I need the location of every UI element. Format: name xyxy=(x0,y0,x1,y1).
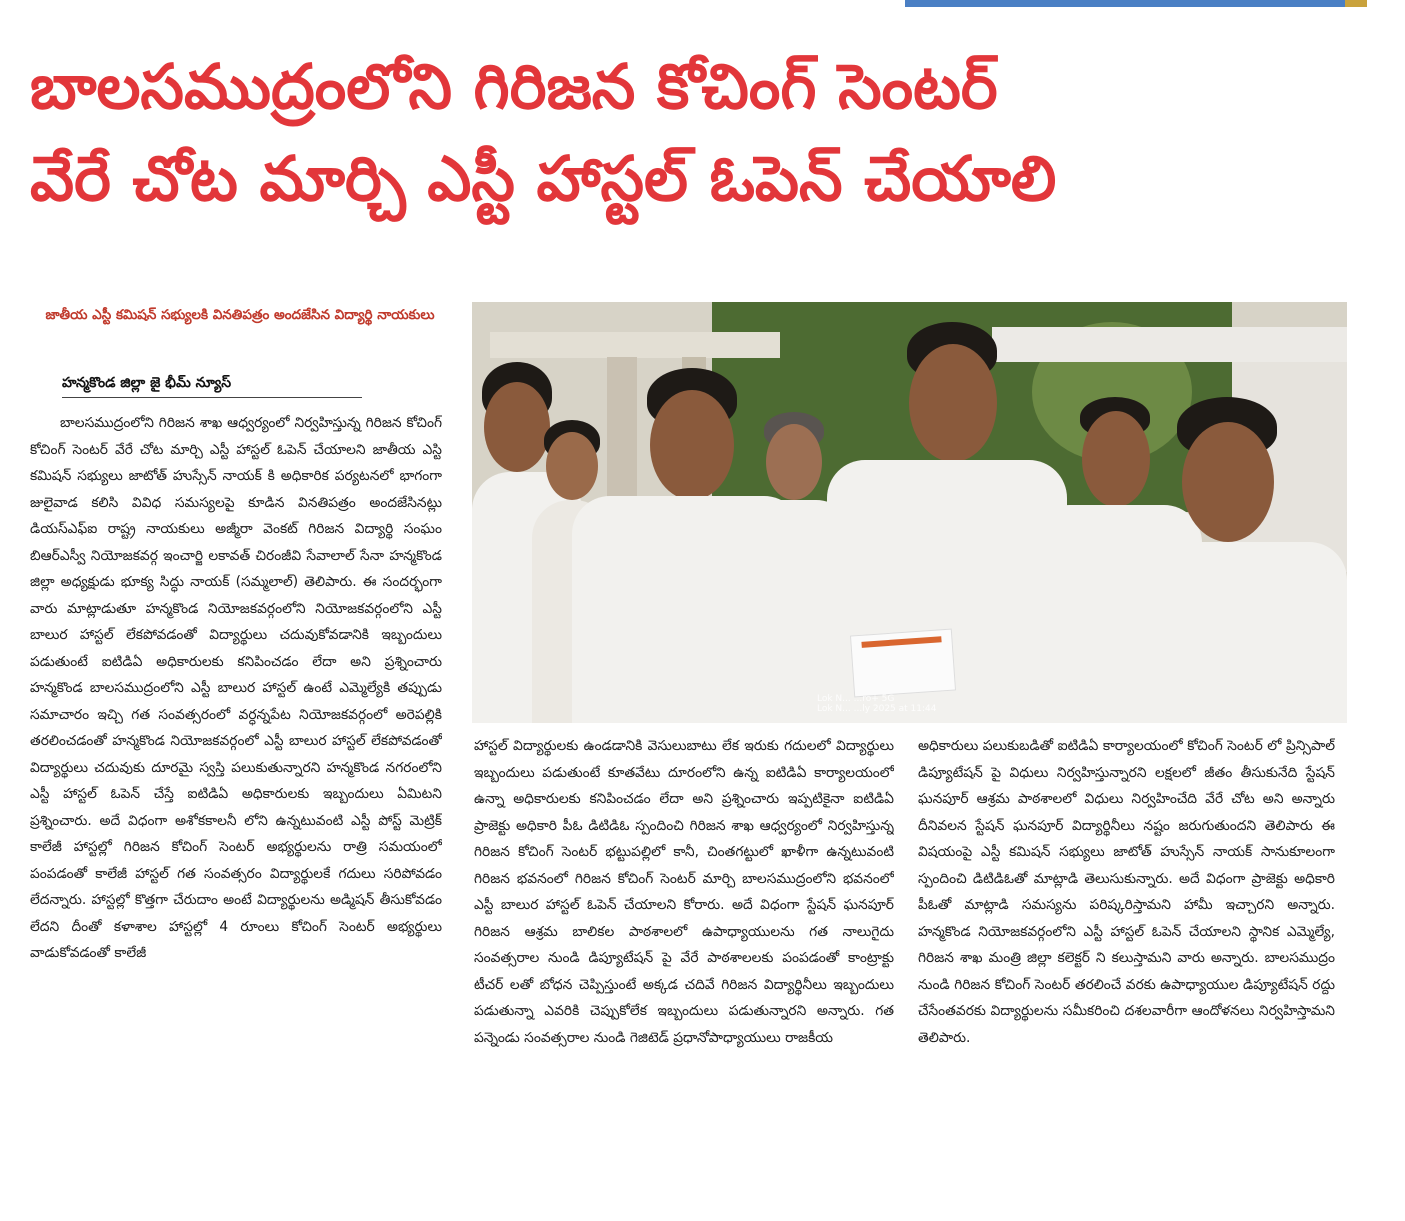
masthead-logo-chip xyxy=(1345,0,1367,7)
subheadline: జాతీయ ఎస్టీ కమిషన్ సభ్యులకి వినతిపత్రం అందజేసిన విద్యార్థి నాయకులు xyxy=(45,307,435,323)
photo-person xyxy=(1127,397,1347,723)
headline xyxy=(30,42,1375,226)
photo-roof-left xyxy=(490,332,780,358)
article-column-2: హాస్టల్ విద్యార్థులకు ఉండడానికి వెసులుబాటు లేక ఇరుకు గదులలో విద్యార్థులు ఇబ్బందులు పడుతుంటే కూతవేటు దూరంలోని ఉన్న ఐటిడిఏ కార్యాలయంలో ఉన్నా అధికారులకు కనిపించడం లేదా అని ప్రశ్నించారు ఇప్పటికైనా ఐటిడిఏ ప్రాజెక్టు అధికారి పీఓ డిటిడిఓ స్పందించి గిరిజన శాఖ ఆధ్వర్యంలో నిర్వహిస్తున్న గిరిజన కోచింగ్ సెంటర్ భట్టుపల్లిలో కానీ, చింతగట్టులో ఖాళీగా ఉన్నటువంటి గిరిజన భవనంలో గిరిజన కోచింగ్ సెంటర్ మార్చి బాలసముద్రంలోని భవనంలో ఎస్టీ బాలుర హాస్టల్ ఓపెన్ చేయాలని కోరారు. అదే విధంగా స్టేషన్ ఘనపూర్ గిరిజన ఆశ్రమ బాలికల పాఠశాలలో ఉపాధ్యాయులను గత నాలుగైదు సంవత్సరాల నుండి డిప్యూటేషన్ పై వేరే పాఠశాలలకు పంపడంతో కాంట్రాక్టు టీచర్ లతో బోధన చెప్పిస్తుంటే అక్కడ చదివే గిరిజన విద్యార్థినీలు ఇబ్బందులు పడుతున్నా ఎవరికి చెప్పుకోలేక ఇబ్బందులు పడుతున్నారని అన్నారు. గత పన్నెండు సంవత్సరాల నుండి గెజిటెడ్ ప్రధానోపాధ్యాయులు రాజకీయ xyxy=(474,738,894,1046)
headline-line-2: వేరే చోట మార్చి ఎస్టీ హాస్టల్ ఓపెన్ చేయాలి xyxy=(30,142,1057,215)
article-column-3: అధికారులు పలుకుబడితో ఐటిడిఏ కార్యాలయంలో కోచింగ్ సెంటర్ లో ప్రిన్సిపాల్ డిప్యూటేషన్ పై విధులు నిర్వహిస్తున్నారని లక్షలలో జీతం తీసుకునేది స్టేషన్ ఘనపూర్ ఆశ్రమ పాఠశాలలో విధులు నిర్వహించేది వేరే చోట అని అన్నారు దీనివలన స్టేషన్ ఘనపూర్ విద్యార్థినీలు నష్టం జరుగుతుందని తెలిపారు ఈ విషయంపై ఎస్టీ కమిషన్ సభ్యులు జాటోత్ హుస్సేన్ నాయక్ సానుకూలంగా స్పందించి డిటిడిఓతో మాట్లాడి తెలుసుకున్నారు. అదే విధంగా ప్రాజెక్టు అధికారి పీఓతో మాట్లాడి సమస్యను పరిష్కరిస్తామని హామీ ఇచ్చారని అన్నారు. హన్మకొండ నియోజకవర్గంలోని ఎస్టీ హాస్టల్ ఓపెన్ చేయాలని స్థానిక ఎమ్మెల్యే, గిరిజన శాఖ మంత్రి జిల్లా కలెక్టర్ ని కలుస్తామని వారు అన్నారు. బాలసముద్రం నుండి గిరిజన కోచింగ్ సెంటర్ తరలించే వరకు ఉపాధ్యాయుల డిప్యూటేషన్ రద్దు చేసేంతవరకు విద్యార్థులను సమీకరించి దశలవారీగా ఆందోళనలు నిర్వహిస్తామని తెలిపారు. xyxy=(918,738,1335,1046)
photo-watermark: Lok N... ...ro+ 5G Lok N... ...ly 2025 at 11:44 xyxy=(817,694,937,714)
byline: హన్మకొండ జిల్లా జై భీమ్ న్యూస్ xyxy=(62,375,362,398)
masthead-strip xyxy=(905,0,1347,7)
article-column-1: బాలసముద్రంలోని గిరిజన శాఖ ఆధ్వర్యంలో నిర్వహిస్తున్న గిరిజన కోచింగ్ కోచింగ్ సెంటర్ వేరే చోట మార్చి ఎస్టీ హాస్టల్ ఓపెన్ చేయాలని జాతీయ ఎస్టి కమిషన్ సభ్యులు జాటోత్ హుస్సేన్ నాయక్ కి అధికారిక పర్యటనలో భాగంగా జులైవాడ కలిసి వివిధ సమస్యలపై కూడిన వినతిపత్రం అందజేసినట్లు డియస్ఎఫ్ఐ రాష్ట్ర నాయకులు అజ్మీరా వెంకట్ గిరిజన విద్యార్థి సంఘం బిఆర్ఎస్వీ నియోజకవర్గ ఇంచార్జి లకావత్ చిరంజీవి సేవాలాల్ సేనా హన్మకొండ జిల్లా అధ్యక్షుడు భూక్య సిద్ధు నాయక్ (సమ్మలాల్) తెలిపారు. ఈ సందర్భంగా వారు మాట్లాడుతూ హన్మకొండ నియోజకవర్గంలోని నియోజకవర్గంలోని ఎస్టీ బాలుర హాస్టల్ లేకపోవడంతో విద్యార్థులు చదువుకోవడానికి ఇబ్బందులు పడుతుంటే ఐటిడిఏ అధికారులకు కనిపించడం లేదా అని ప్రశ్నించారు హన్మకొండ బాలసముద్రంలోని ఎస్టీ బాలుర హాస్టల్ ఉంటే ఎమ్మెల్యేకి తప్పుడు సమాచారం ఇచ్చి గత సంవత్సరంలో వర్ధన్నపేట నియోజకవర్గంలో అరెపల్లికి తరలించడంతో హన్మకొండ నియోజకవర్గంలో ఎస్టీ బాలుర హాస్టల్ లేకపోవడంతో విద్యార్థులు చదువుకు దూరమై స్వస్తి పలుకుతున్నారని హన్మకొండ నగరంలోని ఎస్టీ హాస్టల్ ఓపెన్ చేస్తే ఐటిడిఏ అధికారులకు ఇబ్బందులు ఏమిటని ప్రశ్నించారు. అదే విధంగా అశోకకాలనీ లోని ఉన్నటువంటి ఎస్టీ పోస్ట్ మెట్రిక్ కాలేజీ హాస్టల్లో గిరిజన కోచింగ్ సెంటర్ అభ్యర్థులను రాత్రి సమయంలో పంపడంతో కాలేజీ హాస్టల్ గత సంవత్సరం విద్యార్థులకే గదులు సరిపోవడం లేదన్నారు. హాస్టల్లో కొత్తగా చేరుదాం అంటే విద్యార్థులను అడ్మిషన్ తీసుకోవడం లేదని దీంతో కళాశాల హాస్టల్లో 4 రూంలు కోచింగ్ సెంటర్ అభ్యర్థులు వాడుకోవడంతో కాలేజీ xyxy=(30,415,442,961)
news-photo xyxy=(472,302,1347,723)
memorandum-paper xyxy=(850,629,956,698)
headline-line-1: బాలసముద్రంలోని గిరిజన కోచింగ్ సెంటర్ xyxy=(30,50,998,123)
